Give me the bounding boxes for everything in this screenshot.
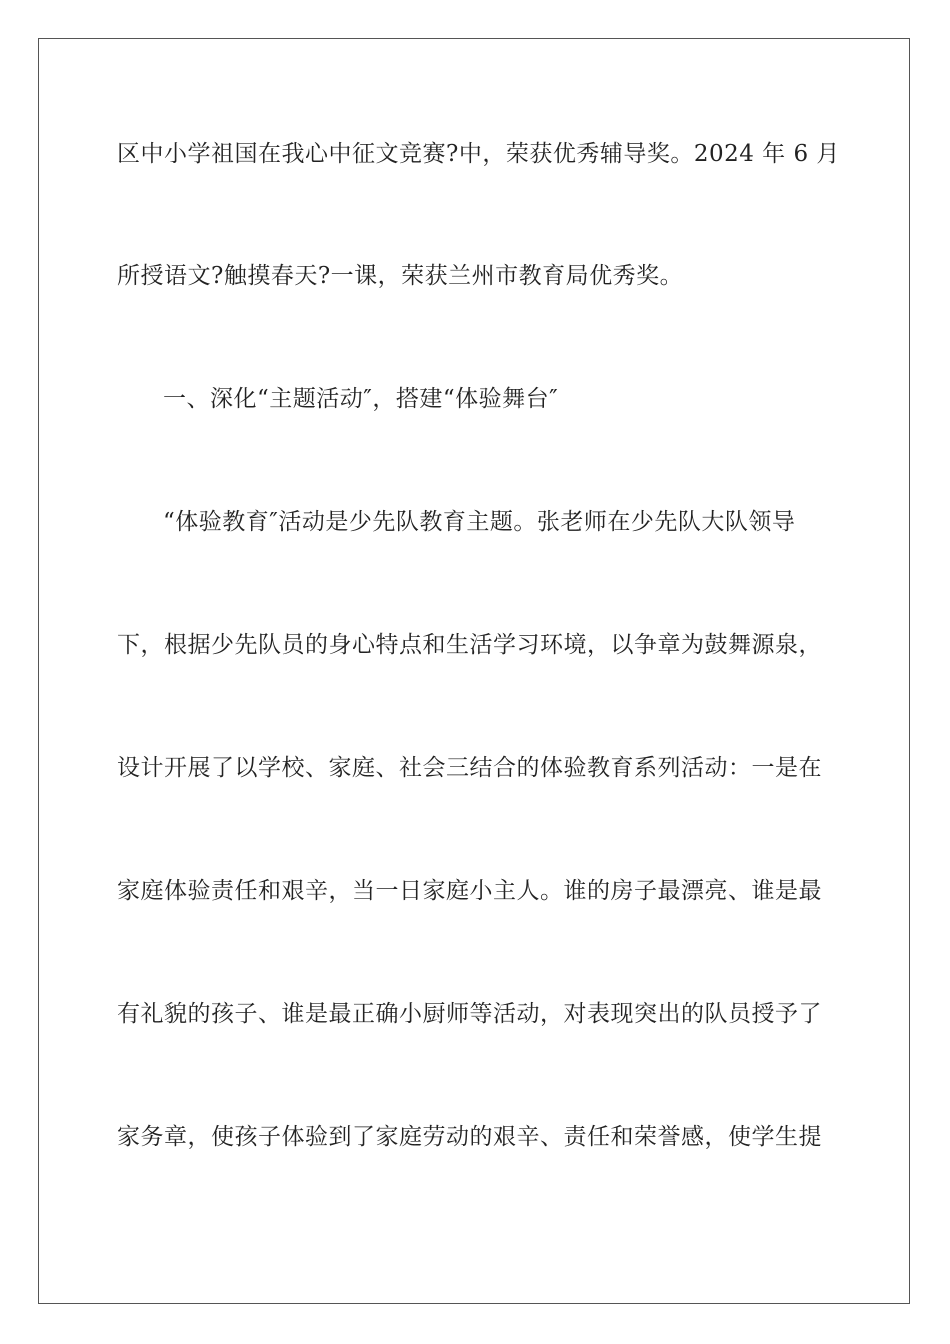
- text-line-9: 家务章，使孩子体验到了家庭劳动的艰辛、责任和荣誉感，使学生提: [117, 1124, 822, 1150]
- text-line-6: 设计开展了以学校、家庭、社会三结合的体验教育系列活动：一是在: [117, 755, 822, 781]
- text-line-5: 下，根据少先队员的身心特点和生活学习环境，以争章为鼓舞源泉，: [117, 632, 822, 658]
- page-border: [38, 38, 910, 1304]
- section-heading: 一、深化“主题活动″，搭建“体验舞台″: [163, 386, 559, 412]
- text-line-8: 有礼貌的孩子、谁是最正确小厨师等活动，对表现突出的队员授予了: [117, 1001, 822, 1027]
- text-line-4: “体验教育″活动是少先队教育主题。张老师在少先队大队领导: [163, 509, 796, 535]
- text-line-1: 区中小学祖国在我心中征文竞赛?中，荣获优秀辅导奖。2024 年 6 月: [117, 141, 840, 167]
- text-line-2: 所授语文?触摸春天?一课，荣获兰州市教育局优秀奖。: [117, 263, 684, 289]
- text-line-7: 家庭体验责任和艰辛，当一日家庭小主人。谁的房子最漂亮、谁是最: [117, 878, 822, 904]
